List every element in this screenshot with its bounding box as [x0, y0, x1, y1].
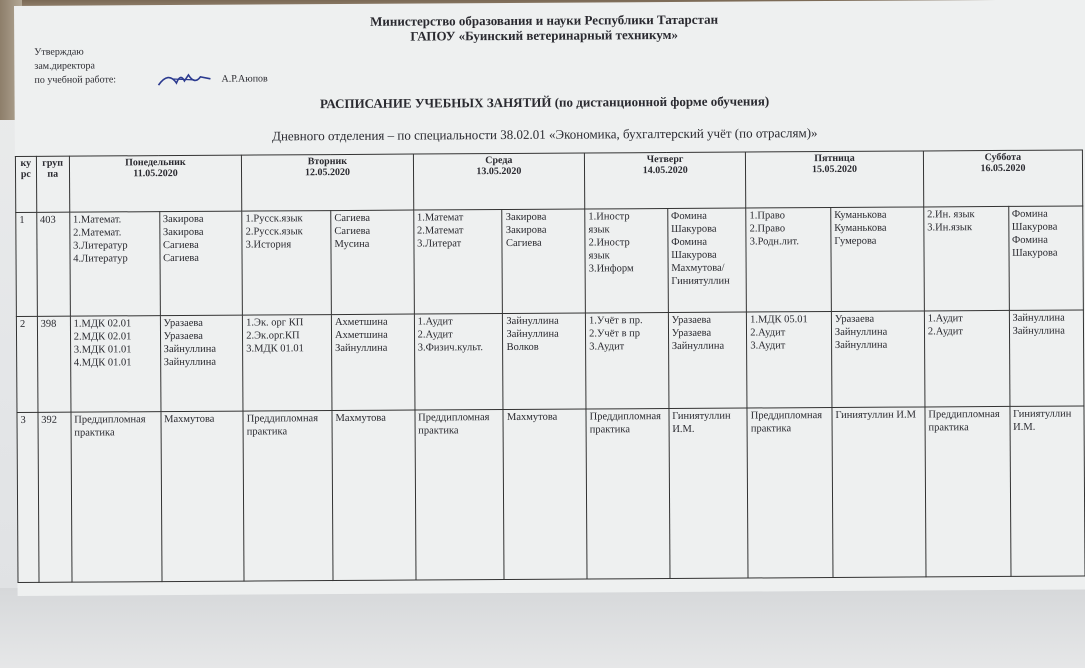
subject-entry: Преддипломная практика — [74, 414, 146, 439]
teacher-entry: Шакурова — [1011, 221, 1058, 233]
teacher-entry: Сагиева — [162, 239, 199, 252]
teacher-entry: Куманькова — [834, 222, 887, 234]
subject-entry: 3.Ин.язык — [927, 222, 973, 234]
teachers-cell — [160, 315, 243, 412]
teacher-entry: Волков — [506, 341, 539, 353]
subject-entry: 1.Русск.язык — [245, 213, 303, 225]
day-header-wednesday: Среда 13.05.2020 — [413, 153, 585, 210]
teacher-entry: Уразаева — [163, 317, 203, 330]
teacher-entry: Уразаева — [834, 313, 875, 325]
subject-entry: 4.Литератур — [73, 253, 128, 265]
teacher-entry: Сагиева — [505, 237, 542, 249]
teacher-entry: Фомина — [671, 236, 708, 248]
group-cell: 403 — [36, 212, 70, 316]
subject-entry: 3.Информ — [588, 263, 634, 275]
subject-entry: Преддипломная практика — [246, 413, 319, 438]
teacher-entry: Шакурова — [671, 223, 717, 235]
day-header-tuesday: Вторник 12.05.2020 — [242, 154, 414, 211]
teacher-entry: Зайнуллина — [163, 343, 217, 356]
subject-entry: 1.Иностр — [588, 211, 630, 223]
teacher-entry: Закирова — [505, 224, 547, 236]
subject-entry: Преддипломная практика — [418, 412, 490, 437]
subject-entry: 3.МДК 01.01 — [73, 344, 132, 356]
group-cell: 392 — [38, 412, 72, 582]
subjects-cell — [746, 208, 831, 313]
approval-block — [34, 45, 116, 87]
subject-entry: 2.Аудит — [750, 327, 786, 339]
schedule-row — [16, 310, 1084, 413]
schedule-title: РАСПИСАНИЕ УЧЕБНЫХ ЗАНЯТИЙ (по дистанционной форме обучения) — [319, 93, 770, 112]
teacher-entry: Гиниятуллин И.М. — [1013, 408, 1072, 433]
schedule-row — [16, 206, 1084, 317]
course-header: курс — [15, 156, 36, 212]
teacher-entry: Сагиева — [334, 225, 371, 238]
teacher-entry: Зайнуллина — [834, 339, 888, 351]
day-header-monday: Понедельник 11.05.2020 — [69, 155, 242, 212]
schedule-table — [15, 149, 1085, 583]
subjects-cell — [242, 211, 331, 316]
course-cell: 3 — [17, 412, 39, 582]
teacher-entry: Гиниятуллин — [671, 275, 730, 287]
subjects-cell — [414, 314, 503, 411]
subjects-cell — [70, 316, 160, 413]
teachers-cell — [503, 409, 587, 580]
teachers-cell — [1010, 406, 1085, 576]
teacher-entry: Закирова — [162, 213, 204, 226]
subject-entry: 1.Аудит — [417, 316, 453, 328]
subject-entry: 2.Эк.орг.КП — [246, 330, 300, 342]
subject-entry: 1.Право — [749, 210, 786, 222]
teacher-entry: Фомина — [1011, 234, 1048, 246]
subject-entry: 3.Литерат — [417, 238, 462, 250]
subject-entry: 3.Аудит — [589, 341, 625, 353]
subjects-cell — [413, 210, 502, 315]
subjects-cell — [747, 312, 832, 409]
subjects-cell — [747, 408, 833, 579]
subject-entry: 1.МДК 02.01 — [73, 318, 132, 330]
subject-entry: 2.Иностр — [588, 237, 630, 249]
ministry-heading: Министерство образования и науки Республики Татарстан — [370, 11, 719, 29]
subject-entry: 2.Математ. — [73, 227, 122, 239]
teachers-cell — [831, 207, 925, 312]
subject-entry: 2.МДК 02.01 — [73, 331, 132, 343]
day-header-saturday: Суббота 16.05.2020 — [923, 150, 1082, 207]
subject-entry: 3.История — [245, 239, 292, 251]
subjects-cell — [924, 206, 1009, 311]
approval-line-3: по учебной работе: — [34, 74, 117, 86]
approval-line-2: зам.директора — [34, 60, 95, 72]
teachers-cell — [832, 407, 926, 578]
teacher-entry: Махмутова — [335, 412, 386, 425]
teacher-entry: Махмутова — [506, 411, 558, 423]
teachers-cell — [669, 408, 749, 578]
approval-line-1: Утверждаю — [34, 46, 84, 58]
teacher-entry: Куманькова — [834, 209, 887, 221]
teacher-entry: Сагиева — [334, 212, 371, 225]
subject-entry: 2.Учёт в пр — [589, 328, 641, 340]
subject-entry: 2.Русск.язык — [245, 226, 303, 238]
course-cell: 2 — [16, 316, 37, 412]
subject-entry: Преддипломная практика — [589, 411, 661, 436]
teacher-entry: Махмутова — [164, 413, 215, 426]
subject-entry: 1.Математ — [416, 212, 464, 224]
teacher-entry: Зайнуллина — [1012, 325, 1065, 337]
teachers-cell — [503, 313, 586, 410]
subject-entry: 1.Эк. орг КП — [246, 317, 304, 329]
subjects-cell — [924, 310, 1009, 407]
subject-entry: 1.Математ. — [72, 214, 122, 226]
approval-signer: А.Р.Аюпов — [221, 73, 268, 85]
teacher-entry: Зайнуллина — [163, 356, 217, 369]
teacher-entry: Закирова — [162, 226, 204, 239]
teacher-entry: Гиниятуллин И.М — [835, 409, 916, 421]
schedule-row — [17, 406, 1085, 583]
subject-entry: 3.МДК 01.01 — [246, 343, 304, 355]
teacher-entry: Зайнуллина — [506, 328, 559, 340]
subject-entry: 2.Ин. язык — [927, 209, 975, 221]
teacher-entry: Уразаева — [671, 314, 712, 326]
subject-entry: Преддипломная практика — [928, 408, 1000, 434]
header-row — [15, 150, 1082, 213]
teacher-entry: Махмутова/ — [671, 262, 725, 274]
subjects-cell — [585, 209, 668, 314]
teacher-entry: Уразаева — [163, 330, 203, 343]
subject-entry: 3.Физич.культ. — [417, 342, 484, 354]
subjects-cell — [71, 412, 162, 583]
subjects-cell — [69, 212, 159, 317]
subjects-cell — [586, 409, 670, 580]
subject-entry: 3.Литератур — [73, 240, 128, 252]
day-header-friday: Пятница 15.05.2020 — [746, 151, 924, 208]
subject-entry: 1.Учёт в пр. — [588, 315, 643, 327]
teachers-cell — [1009, 310, 1084, 406]
schedule-subtitle: Дневного отделения – по специальности 38.02.01 «Экономика, бухгалтерский учёт (по отраслям)» — [272, 125, 818, 144]
subject-entry: Преддипломная практика — [750, 410, 823, 435]
teachers-cell — [667, 208, 746, 312]
teachers-cell — [331, 314, 414, 411]
teachers-cell — [159, 211, 242, 316]
day-header-thursday: Четверг 14.05.2020 — [585, 152, 746, 209]
subject-entry: язык — [588, 250, 610, 262]
subject-entry: 3.Аудит — [750, 340, 786, 352]
subject-entry: 1.МДК 05.01 — [750, 314, 808, 326]
teacher-entry: Уразаева — [671, 327, 712, 339]
teachers-cell — [502, 209, 585, 314]
teacher-entry: Гиниятуллин И.М. — [672, 410, 731, 435]
subjects-cell — [243, 315, 332, 412]
subject-entry: 3.Родн.лит. — [749, 236, 799, 248]
teachers-cell — [161, 411, 245, 582]
teacher-entry: Фомина — [1011, 208, 1048, 220]
teacher-entry: Фомина — [670, 210, 707, 222]
handwritten-signature — [154, 67, 214, 91]
teachers-cell — [332, 410, 416, 581]
college-heading: ГАПОУ «Буинский ветеринарный техникум» — [410, 26, 679, 44]
teacher-entry: Гумерова — [834, 235, 877, 247]
subjects-cell — [243, 411, 333, 582]
teacher-entry: Ахметшина — [334, 316, 388, 329]
schedule-document — [14, 0, 1085, 596]
teacher-entry: Шакурова — [671, 249, 717, 261]
subject-entry: 1.Аудит — [927, 313, 963, 325]
surface-below-paper — [0, 588, 1085, 668]
group-cell: 398 — [37, 316, 71, 412]
group-header: группа — [36, 156, 69, 212]
subjects-cell — [585, 313, 668, 410]
teachers-cell — [831, 311, 925, 408]
teacher-entry: Ахметшина — [335, 329, 388, 342]
subject-entry: язык — [588, 224, 610, 236]
course-cell: 1 — [16, 212, 37, 316]
subject-entry: 2.Математ — [416, 225, 464, 237]
subjects-cell — [415, 410, 505, 581]
teacher-entry: Зайнуллина — [506, 315, 559, 327]
subject-entry: 4.МДК 01.01 — [73, 357, 132, 369]
teacher-entry: Зайнуллина — [335, 342, 388, 355]
subject-entry: 2.Право — [749, 223, 786, 235]
teacher-entry: Закирова — [505, 211, 547, 223]
teacher-entry: Мусина — [334, 238, 370, 251]
teacher-entry: Сагиева — [163, 252, 199, 265]
teacher-entry: Шакурова — [1012, 247, 1058, 259]
teacher-entry: Зайнуллина — [834, 326, 888, 338]
teacher-entry: Зайнуллина — [1012, 312, 1065, 324]
teachers-cell — [1008, 206, 1083, 310]
subject-entry: 2.Аудит — [417, 329, 453, 341]
subjects-cell — [925, 406, 1011, 577]
teachers-cell — [668, 312, 747, 408]
teachers-cell — [331, 210, 414, 315]
teacher-entry: Зайнуллина — [671, 340, 725, 352]
subject-entry: 2.Аудит — [927, 326, 963, 338]
